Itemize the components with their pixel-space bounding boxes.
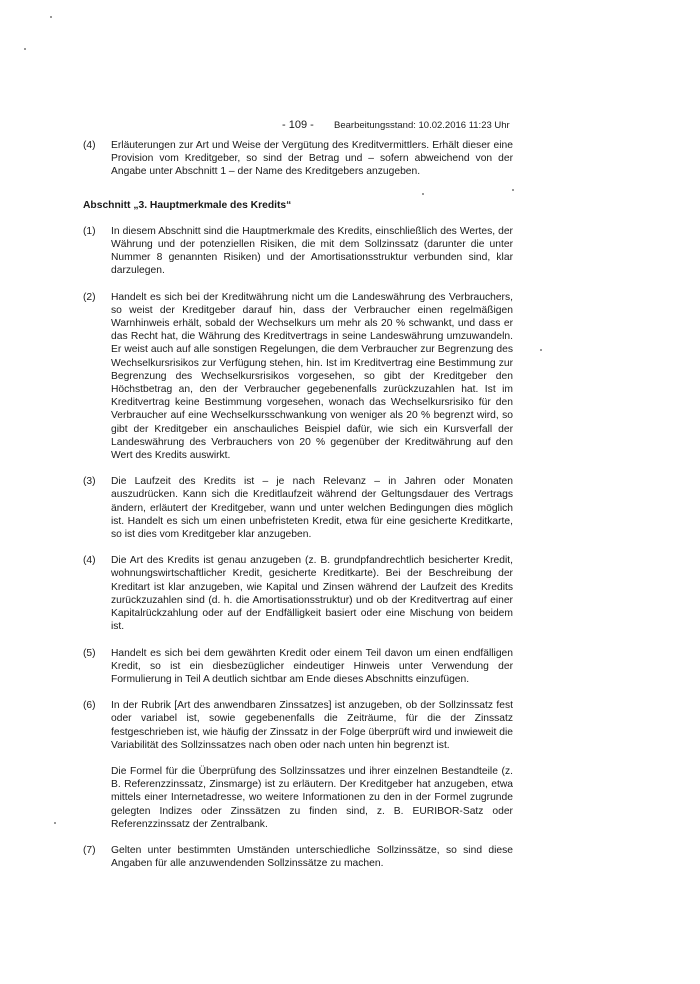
paragraph-line: Handelt es sich bei dem gewährten Kredit oder einem Teil davon um einen endfälligen Kredit, so ist ein diesbezüglicher eindeutiger Hinweis unter Verwendung der Formulierung in Teil A deutlich sichtbar am Ende dieses Abschnitts einzufügen.: [111, 647, 513, 685]
page-number: - 109 -: [282, 119, 314, 131]
scan-speck: [24, 48, 26, 50]
paragraph-item: [83, 647, 513, 687]
paragraph-item: [83, 844, 513, 870]
paragraph-number: (6): [83, 700, 96, 712]
paragraph-line: Handelt es sich bei der Kreditwährung nicht um die Landeswährung des Verbrauchers, so weist der Kreditgeber darauf hin, dass der Verbraucher einen regelmäßigen Warnhinweis erhält, sobald der Wechselkurs um mehr als 20 % schwankt, und dass er das Recht hat, die Währung des Kreditvertrags in seine Landeswährung umzuwandeln. Er weist auch auf alle sonstigen Regelungen, die dem Verbraucher zur Begrenzung des Wechselkursrisikos zur Verfügung stehen, hin. Ist im Kreditvertrag eine Bestimmung zur Begrenzung des Wechselkursrisikos vorgesehen, so gibt der Kreditgeber den Höchstbetrag an, den der Verbraucher gegebenenfalls zurückzuzahlen hat. Ist im Kreditvertrag keine Bestimmung vorgesehen, wonach das Wechselkursrisiko für den Verbraucher auf eine Wechselkursschwankung von weniger als 20 % begrenzt wird, so gibt der Kreditgeber ein anschauliches Beispiel dafür, wie sich ein Kursverfall der Landeswährung des Verbrauchers von 20 % gegenüber der Kreditwährung auf den Wert des Kredits auswirkt.: [111, 291, 513, 462]
paragraph-text: [111, 139, 513, 179]
scan-speck: [54, 822, 56, 824]
paragraph-line: Die Laufzeit des Kredits ist – je nach Relevanz – in Jahren oder Monaten auszudrücken. Kann sich die Kreditlaufzeit während der Geltungsdauer des Vertrags ändern, erläutert der Kreditgeber, wann und unter welchen Bedingungen dies möglich ist. Handelt es sich um einen unbefristeten Kredit, etwa für eine gesicherte Kreditkarte, so ist dies vom Kreditgeber klar anzugeben.: [111, 476, 513, 541]
document-body: [83, 139, 513, 883]
section-heading: Abschnitt „3. Hauptmerkmale des Kredits“: [83, 199, 292, 211]
paragraph-line: Die Formel für die Überprüfung des Sollzinssatzes und ihrer einzelnen Bestandteile (z. B. Referenzzinssatz, Zinsmarge) ist zu erläutern. Der Kreditgeber hat anzugeben, etwa mittels einer Internetadresse, wo weitere Informationen zu den in der Formel zugrunde gelegten Indizes oder Zinssätzen zu finden sind, z. B. EURIBOR-Satz oder Referenzzinssatz der Zentralbank.: [111, 765, 513, 830]
scan-speck: [540, 349, 542, 351]
edit-status: Bearbeitungsstand: 10.02.2016 11:23 Uhr: [334, 120, 510, 131]
paragraph-item: [83, 139, 513, 179]
paragraph-line: Die Art des Kredits ist genau anzugeben (z. B. grundpfandrechtlich besicherter Kredit, wohnungswirtschaftlicher Kredit, gesicherte Kreditkarte). Bei der Beschreibung der Kreditart ist klar anzugeben, wie Kapital und Zinsen während der Laufzeit des Kredits zurückzuzahlen sind (d. h. die Amortisationsstruktur) und ob der Kreditvertrag auf einer Kapitalrückzahlung oder auf der Endfälligkeit basiert oder eine Mischung von beidem ist.: [111, 555, 513, 633]
paragraph-text: [111, 475, 513, 541]
paragraph-line: In der Rubrik [Art des anwendbaren Zinssatzes] ist anzugeben, ob der Sollzinssatz fest oder variabel ist, sowie gegebenenfalls die Zeiträume, für die der Zinssatz festgeschrieben ist, wie häufig der Zinssatz in der Folge überprüft wird und inwieweit die Variabilität des Sollzinssatzes nach oben oder nach unten hin begrenzt ist.: [111, 700, 513, 751]
paragraph-text: [111, 554, 513, 633]
paragraph-number: (7): [83, 844, 96, 856]
paragraph-text: [111, 225, 513, 278]
paragraph-number: (5): [83, 647, 96, 659]
paragraph-item: [83, 225, 513, 278]
paragraph-item: [83, 554, 513, 633]
paragraph-text: [111, 844, 513, 870]
paragraph-text: [111, 291, 513, 463]
paragraph-item: [83, 291, 513, 463]
page-header: [282, 119, 522, 131]
paragraph-number: (3): [83, 476, 96, 488]
paragraph-number: (2): [83, 291, 96, 303]
paragraph-number: (1): [83, 225, 96, 237]
paragraph-item: [83, 475, 513, 541]
paragraph-line: Erläuterungen zur Art und Weise der Vergütung des Kreditvermittlers. Erhält dieser eine Provision vom Kreditgeber, so sind der Betrag und – sofern abweichend von der Angabe unter Abschnitt 1 – der Name des Kreditgebers anzugeben.: [111, 140, 513, 178]
paragraph-item: [83, 699, 513, 831]
paragraph-number: (4): [83, 140, 96, 151]
scan-speck: [50, 16, 52, 18]
paragraph-line: In diesem Abschnitt sind die Hauptmerkmale des Kredits, einschließlich des Wertes, der Währung und der potenziellen Risiken, die mit dem Sollzinssatz (darunter die unter Nummer 8 genannten Risiken) und der Amortisationsstruktur verbunden sind, klar darzulegen.: [111, 225, 513, 277]
paragraph-text: [111, 647, 513, 687]
paragraph-line: Gelten unter bestimmten Umständen unterschiedliche Sollzinssätze, so sind diese Angaben für alle anzuwendenden Sollzinssätze zu machen.: [111, 844, 513, 870]
paragraph-text: [111, 699, 513, 831]
paragraph-number: (4): [83, 555, 96, 567]
